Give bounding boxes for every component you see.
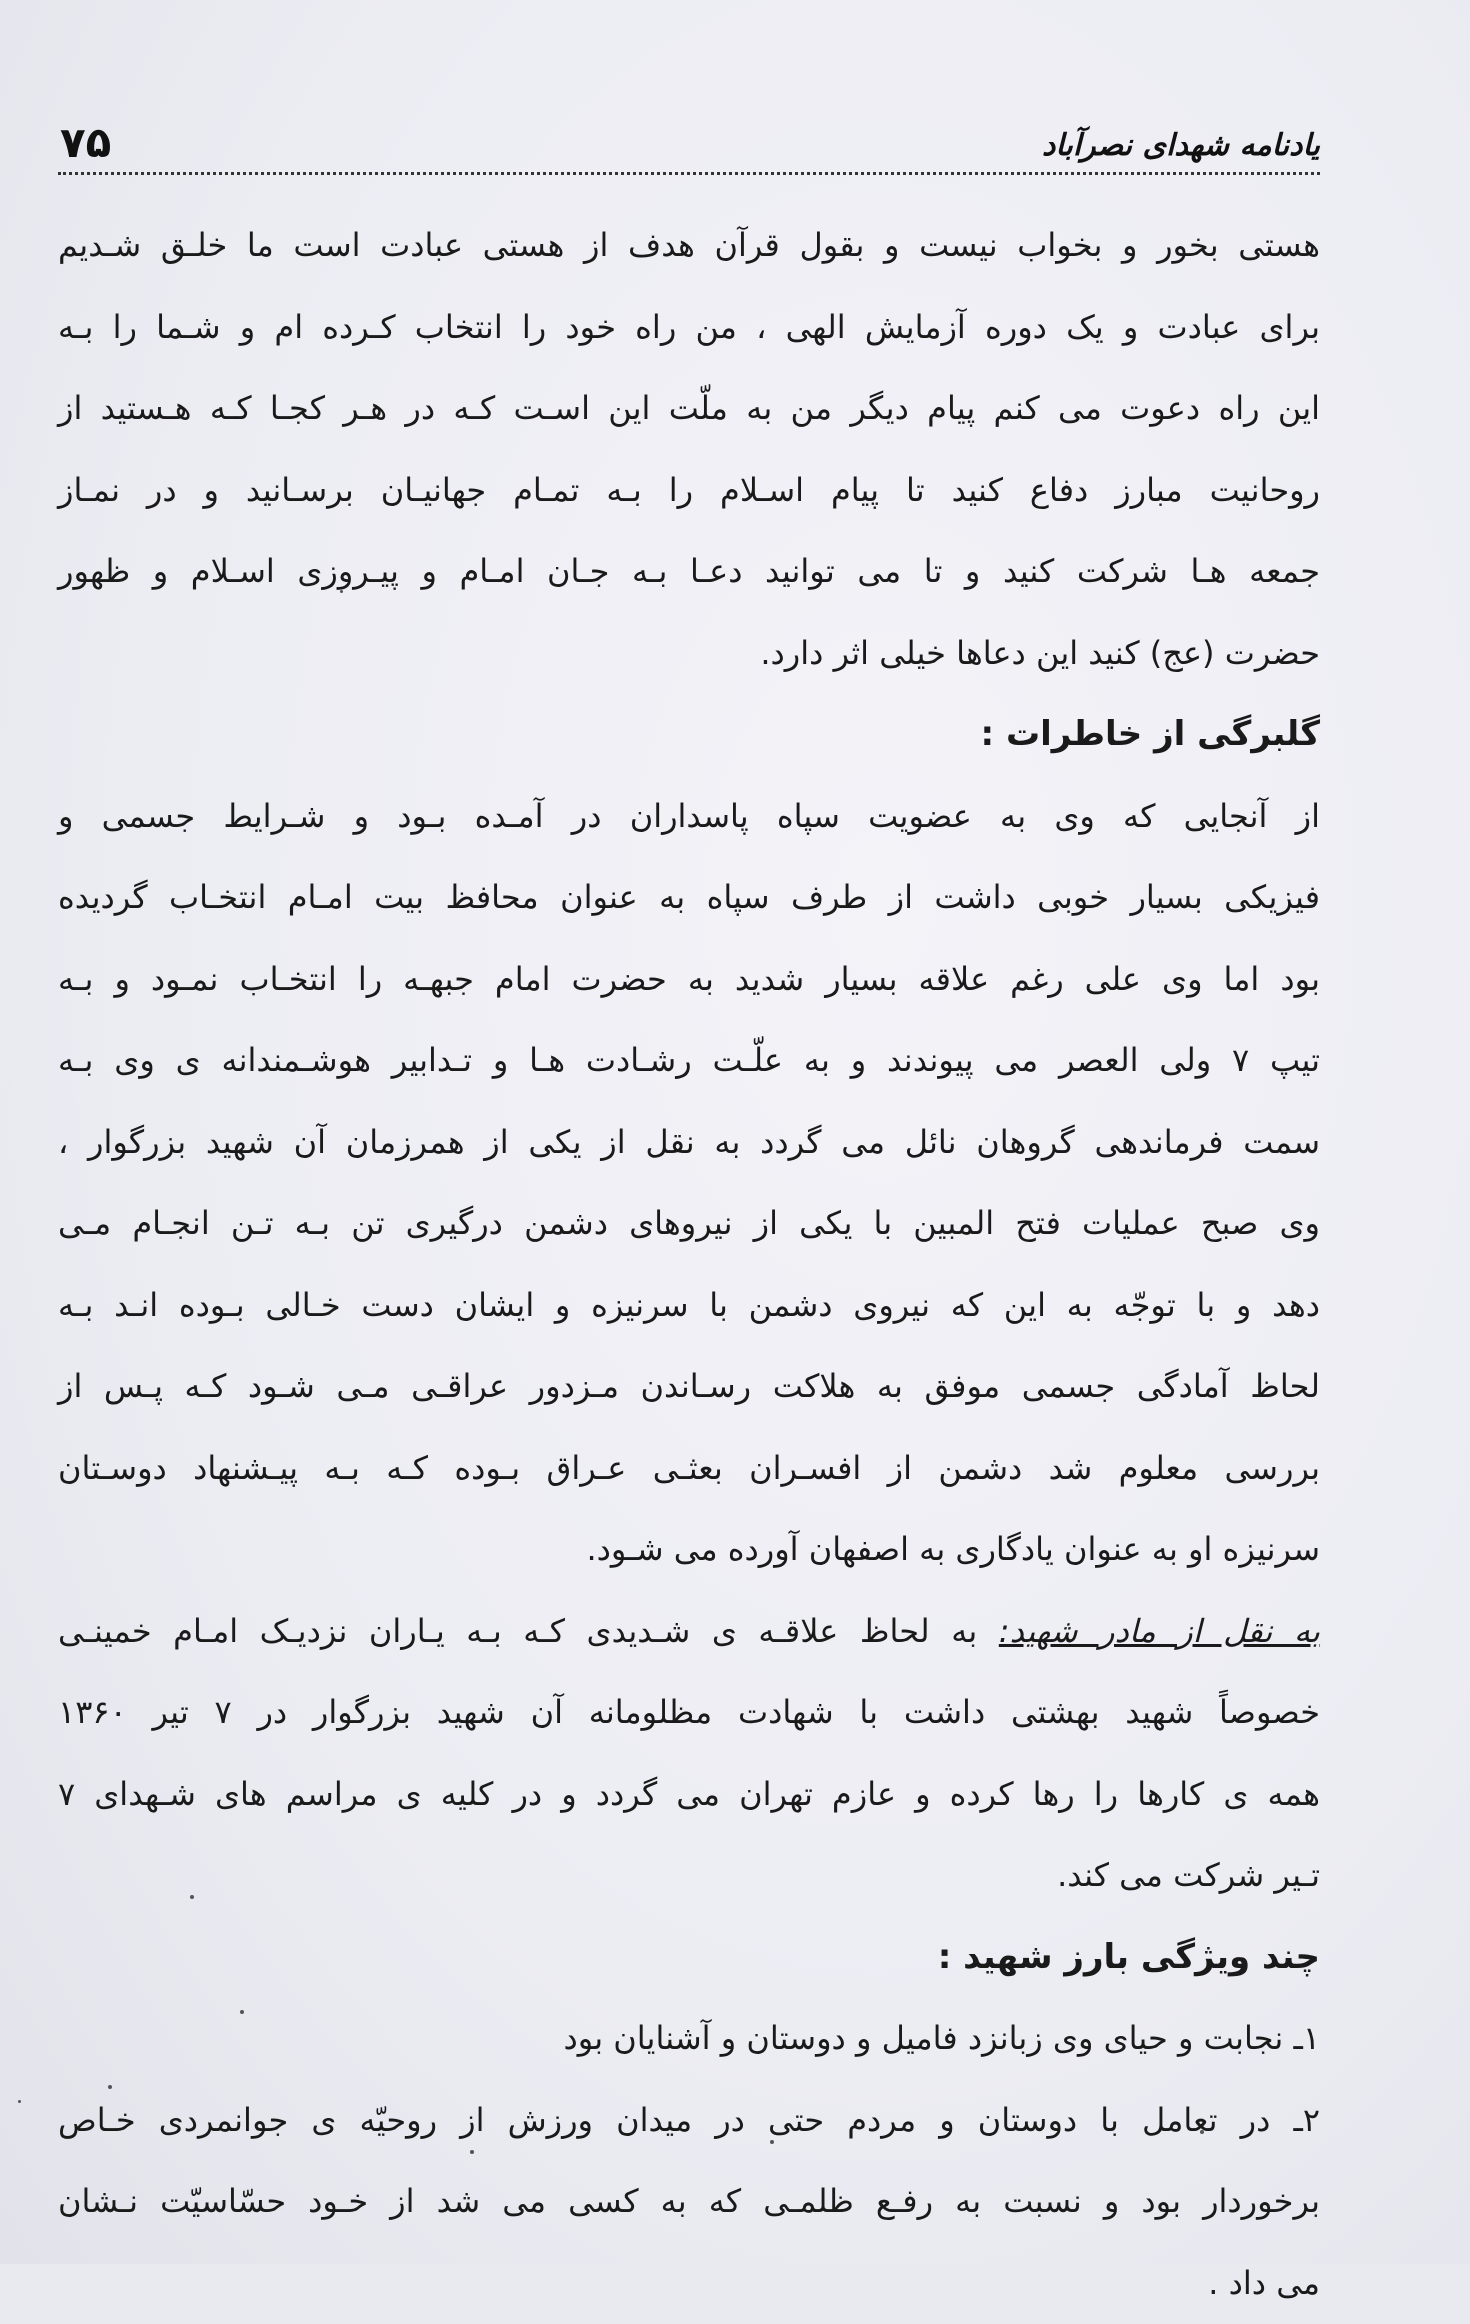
body-line: بررسی معلوم شد دشمن از افسـران بعثـی عـراق بـوده کـه بـه پیـشنهاد دوسـتان [58, 1428, 1320, 1510]
body-line: دهد و با توجّه به این که نیروی دشمن با سرنیزه و ایشان دست خـالی بـوده انـد بـه [58, 1265, 1320, 1347]
traits-heading: چند ویژگی بارز شهید : [58, 1917, 1320, 1999]
running-header [58, 118, 1320, 175]
trait-item: ۱ـ نجابت و حیای وی زبانزد فامیل و دوستان و آشنایان بود [58, 1998, 1320, 2080]
body-line: جمعه هـا شرکت کنید و تا می توانید دعـا بـه جـان امـام و پیـروزی اسـلام و ظهور [58, 531, 1320, 613]
body-line: سرنیزه او به عنوان یادگاری به اصفهان آورده می شـود. [58, 1509, 1320, 1591]
body-line: بود اما وی علی رغم علاقه بسیار شدید به حضرت امام جبهـه را انتخـاب نمـود و بـه [58, 939, 1320, 1021]
body-line: هستی بخور و بخواب نیست و بقول قرآن هدف از هستی عبادت است ما خلـق شـدیم [58, 205, 1320, 287]
paper-speck [18, 2100, 21, 2103]
body-line: لحاظ آمادگی جسمی موفق به هلاکت رسـاندن مـزدور عراقـی مـی شـود کـه پـس از [58, 1346, 1320, 1428]
body-line: وی صبح عملیات فتح المبین با یکی از نیروهای دشمن درگیری تن بـه تـن انجـام مـی [58, 1183, 1320, 1265]
mother-quote-label: به نقل از مادر شهید: [999, 1612, 1320, 1650]
book-title: یادنامه شهدای نصرآباد [1042, 128, 1320, 163]
body-line: همه ی کارها را رها کرده و عازم تهران می گردد و در کلیه ی مراسم های شـهدای ۷ [58, 1754, 1320, 1836]
body-line: این راه دعوت می کنم پیام دیگر من به ملّت این اسـت کـه در هـر کجـا کـه هـستید از [58, 368, 1320, 450]
body-line: تـیر شرکت می کند. [58, 1835, 1320, 1917]
mother-quote-line [58, 1591, 1320, 1673]
body-line: می داد . [58, 2243, 1320, 2324]
body-line: از آنجایی که وی به عضویت سپاه پاسداران در آمـده بـود و شـرایط جسمی و [58, 776, 1320, 858]
page-body [58, 205, 1320, 2324]
body-line: حضرت (عج) کنید این دعاها خیلی اثر دارد. [58, 613, 1320, 695]
body-line: برای عبادت و یک دوره آزمایش الهی ، من راه خود را انتخاب کـرده ام و شـما را بـه [58, 287, 1320, 369]
body-line: روحانیت مبارز دفاع کنید تا پیام اسـلام را بـه تمـام جهانیـان برسـانید و در نمـاز [58, 450, 1320, 532]
mother-quote-text: به لحاظ علاقـه ی شـدیدی کـه بـه یـاران نزدیـک امـام خمینـی [58, 1612, 999, 1650]
body-line: خصوصاً شهید بهشتی داشت با شهادت مظلومانه آن شهید بزرگوار در ۷ تیر ۱۳۶۰ [58, 1672, 1320, 1754]
body-line: تیپ ۷ ولی العصر می پیوندند و به علّـت رشـادت هـا و تـدابیر هوشـمندانه ی وی بـه [58, 1020, 1320, 1102]
trait-item: ۲ـ در تعامل با دوستان و مردم حتی در میدان ورزش از روحیّه ی جوانمردی خـاص [58, 2080, 1320, 2162]
memories-heading: گلبرگی از خاطرات : [58, 694, 1320, 776]
body-line: سمت فرماندهی گروهان نائل می گردد به نقل از یکی از همرزمان آن شهید بزرگوار ، [58, 1102, 1320, 1184]
body-line: فیزیکی بسیار خوبی داشت از طرف سپاه به عنوان محافظ بیت امـام انتخـاب گردیده [58, 857, 1320, 939]
page-number: ۷۵ [60, 118, 111, 167]
body-line: برخوردار بود و نسبت به رفـع ظلمـی که به کسی می شد از خـود حسّاسیّت نـشان [58, 2161, 1320, 2243]
